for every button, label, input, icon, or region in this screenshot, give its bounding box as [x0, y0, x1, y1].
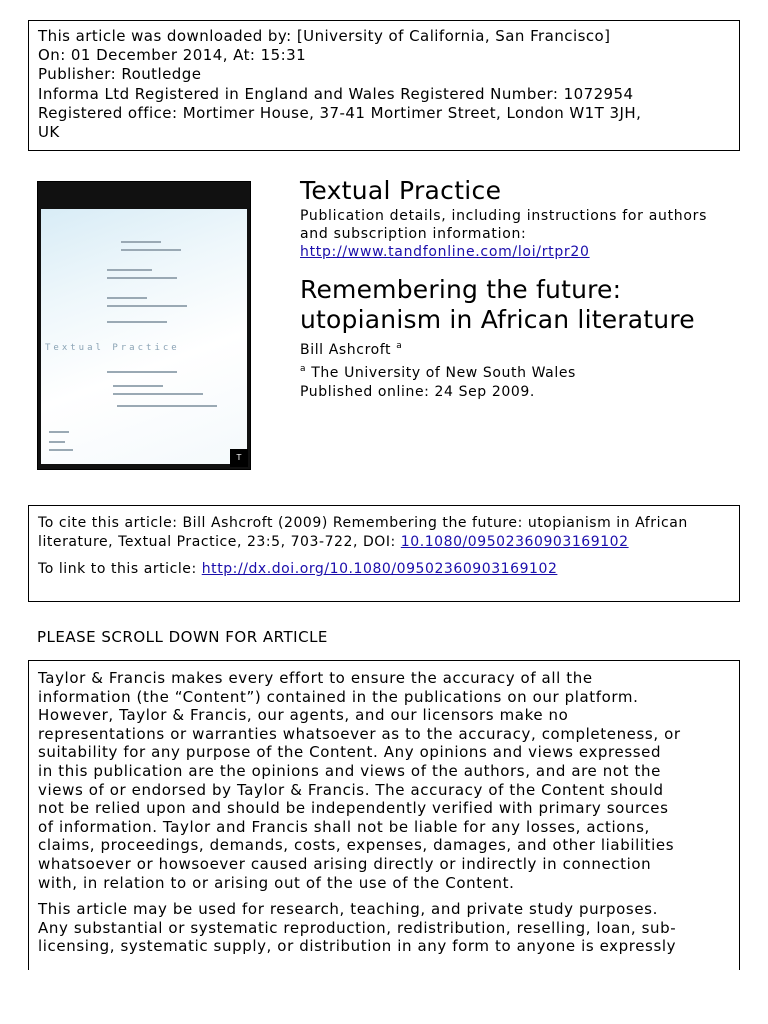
download-notice-line: Registered office: Mortimer House, 37-41 Mortimer Street, London W1T 3JH,	[38, 103, 642, 122]
cover-text-decoration	[49, 449, 73, 451]
affiliation-line	[300, 360, 576, 383]
disclaimer-line: not be relied upon and should be independently verified with primary sources	[38, 799, 669, 818]
affiliation-marker: a	[300, 364, 307, 374]
publisher-logo-icon: T	[230, 449, 248, 467]
disclaimer-line: This article may be used for research, teaching, and private study purposes.	[38, 900, 658, 919]
cover-text-decoration	[113, 385, 163, 387]
published-date: Published online: 24 Sep 2009.	[300, 384, 535, 400]
disclaimer-line: licensing, systematic supply, or distribution in any form to anyone is expressly	[38, 937, 677, 956]
journal-url-link[interactable]: http://www.tandfonline.com/loi/rtpr20	[300, 244, 590, 260]
publication-details	[300, 207, 707, 261]
disclaimer-box	[28, 660, 740, 970]
scroll-down-notice: PLEASE SCROLL DOWN FOR ARTICLE	[37, 628, 328, 646]
doi-link[interactable]: 10.1080/09502360903169102	[400, 534, 629, 550]
download-notice-line: Publisher: Routledge	[38, 65, 202, 84]
disclaimer-line: in this publication are the opinions and views of the authors, and are not the	[38, 761, 661, 780]
cover-text-decoration	[107, 277, 177, 279]
citation-line	[38, 533, 730, 552]
disclaimer-line: claims, proceedings, demands, costs, expenses, damages, and other liabilities	[38, 836, 675, 855]
article-link-line	[38, 560, 730, 579]
cover-text-decoration	[49, 441, 65, 443]
citation-text: literature, Textual Practice, 23:5, 703-722, DOI:	[38, 534, 401, 550]
article-title-line: Remembering the future:	[300, 275, 622, 304]
article-link-label: To link to this article:	[38, 561, 202, 577]
citation-box	[28, 505, 740, 602]
disclaimer-line: suitability for any purpose of the Content. Any opinions and views expressed	[38, 743, 662, 762]
journal-cover-art	[41, 209, 247, 464]
article-doi-url-link[interactable]: http://dx.doi.org/10.1080/09502360903169102	[201, 561, 558, 577]
disclaimer-line: with, in relation to or arising out of the use of the Content.	[38, 873, 515, 892]
cover-text-decoration	[121, 241, 161, 243]
disclaimer-line: representations or warranties whatsoever as to the accuracy, completeness, or	[38, 724, 681, 743]
publication-details-text: Publication details, including instructions for authors	[300, 208, 708, 224]
article-title	[300, 275, 695, 335]
disclaimer-paragraph	[38, 669, 730, 892]
journal-title: Textual Practice	[300, 176, 502, 205]
download-notice-line: UK	[38, 123, 60, 142]
cover-text-decoration	[121, 249, 181, 251]
cover-journal-title: Textual Practice	[45, 343, 180, 353]
article-author	[300, 341, 402, 358]
disclaimer-line: views of or endorsed by Taylor & Francis. The accuracy of the Content should	[38, 780, 664, 799]
cover-text-decoration	[49, 431, 69, 433]
disclaimer-line: whatsoever or howsoever caused arising directly or indirectly in connection	[38, 854, 652, 873]
cover-text-decoration	[107, 321, 167, 323]
publication-details-text: and subscription information:	[300, 226, 527, 242]
author-affiliation-marker: a	[396, 341, 403, 351]
disclaimer-line: Any substantial or systematic reproduction, redistribution, reselling, loan, sub-	[38, 918, 677, 937]
disclaimer-line: of information. Taylor and Francis shall not be liable for any losses, actions,	[38, 817, 650, 836]
download-notice-line: On: 01 December 2014, At: 15:31	[38, 46, 307, 65]
download-notice-line: Informa Ltd Registered in England and Wales Registered Number: 1072954	[38, 84, 634, 103]
download-notice-box	[28, 20, 740, 151]
cover-text-decoration	[107, 371, 177, 373]
disclaimer-line: Taylor & Francis makes every effort to ensure the accuracy of all the	[38, 669, 593, 687]
disclaimer-paragraph	[38, 900, 730, 956]
article-title-line: utopianism in African literature	[300, 305, 695, 334]
cover-text-decoration	[107, 305, 187, 307]
journal-cover-image	[37, 181, 251, 470]
download-notice-line: This article was downloaded by: [University of California, San Francisco]	[38, 27, 611, 45]
disclaimer-line: information (the “Content”) contained in the publications on our platform.	[38, 687, 639, 706]
affiliation-name: The University of New South Wales	[311, 365, 576, 381]
cover-text-decoration	[107, 297, 147, 299]
author-name: Bill Ashcroft	[300, 342, 392, 358]
author-affiliation	[300, 360, 576, 402]
cover-text-decoration	[117, 405, 217, 407]
cover-text-decoration	[107, 269, 152, 271]
disclaimer-line: However, Taylor & Francis, our agents, and our licensors make no	[38, 706, 569, 725]
cover-text-decoration	[113, 393, 203, 395]
citation-line: To cite this article: Bill Ashcroft (2009) Remembering the future: utopianism in African	[38, 515, 688, 531]
